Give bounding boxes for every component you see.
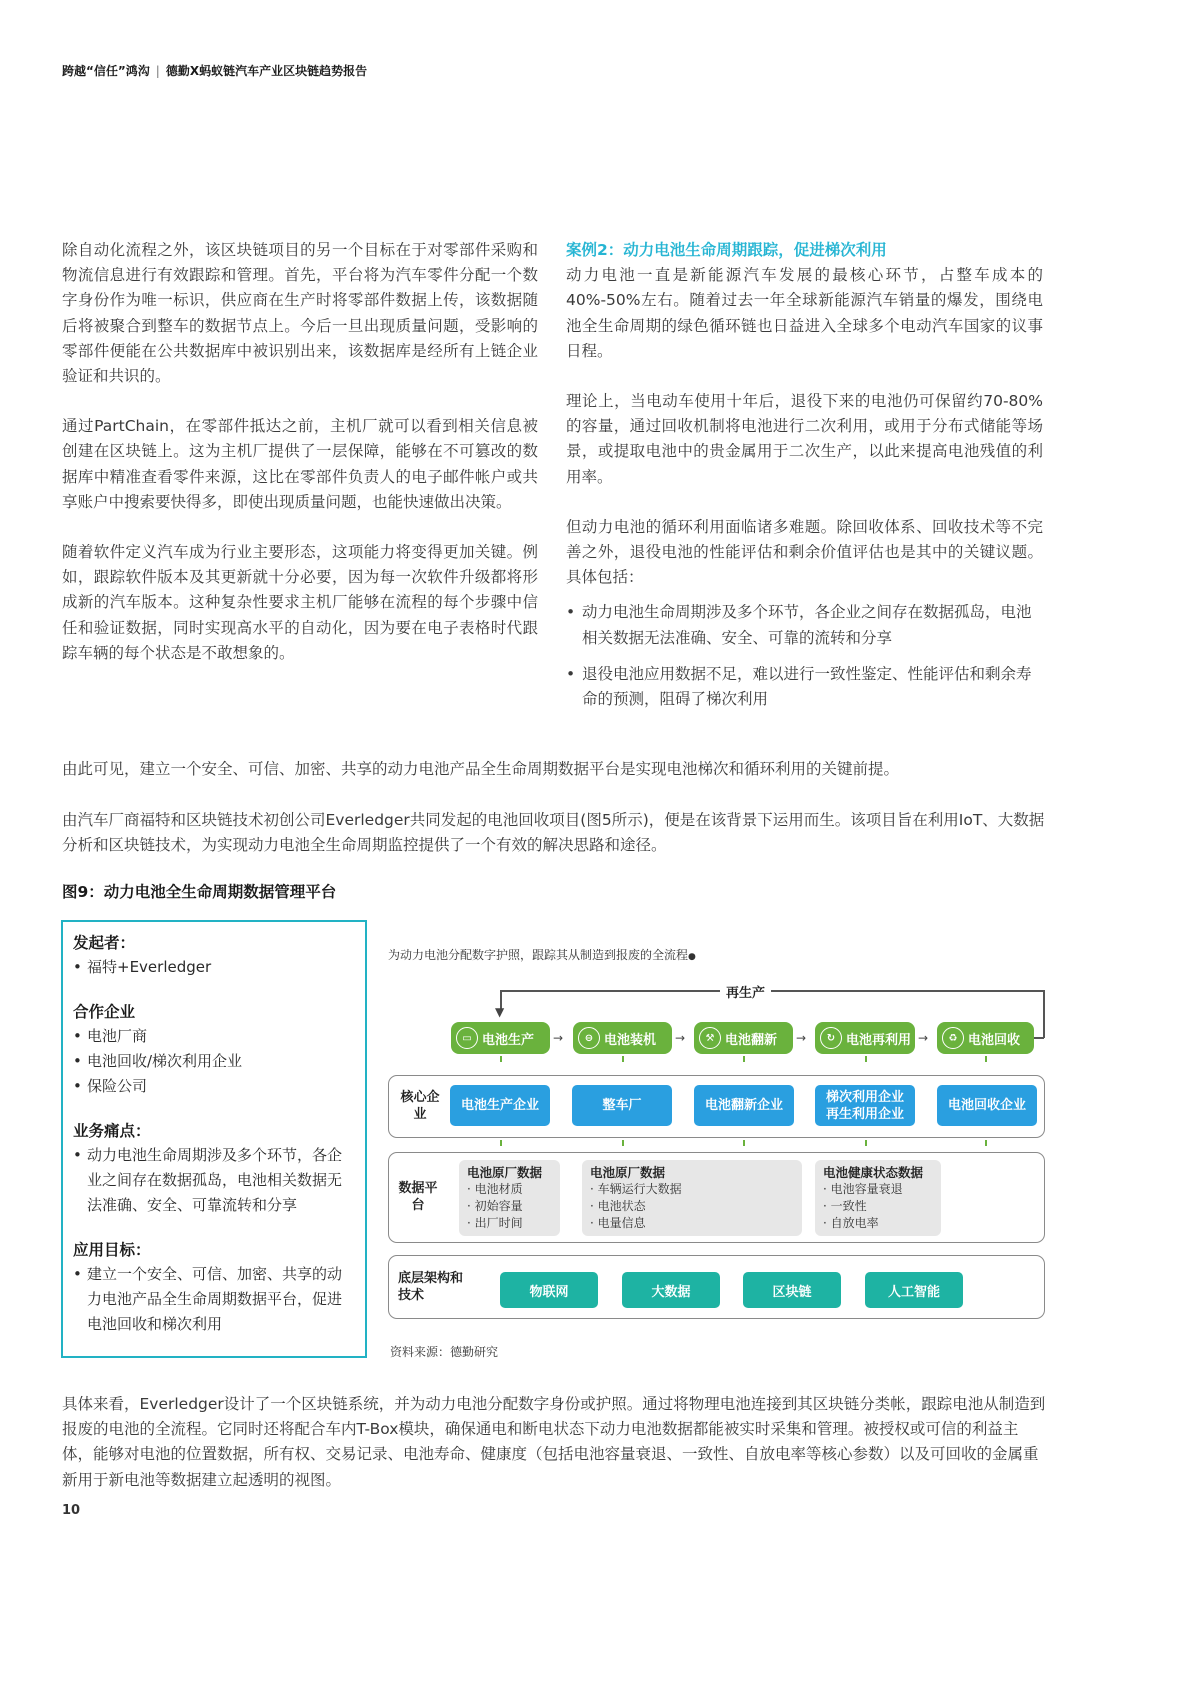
paragraph: 但动力电池的循环利用面临诸多难题。除回收体系、回收技术等不完善之外，退役电池的性能评估和剩余价值评估也是其中的关键议题。具体包括： bbox=[566, 517, 1043, 587]
core-refurbisher: 电池翻新企业 bbox=[694, 1085, 794, 1126]
data-item: · 电池状态 bbox=[590, 1199, 646, 1213]
pain-points-list bbox=[73, 1143, 355, 1218]
data-group-health bbox=[815, 1160, 941, 1236]
partners-label: 合作企业 bbox=[73, 1003, 136, 1021]
loop-line-right bbox=[1043, 990, 1045, 1038]
list-item: • 保险公司 bbox=[73, 1074, 355, 1099]
paragraph: 理论上，当电动车使用十年后，退役下来的电池仍可保留约70-80%的容量，通过回收机制将电池进行二次利用，或用于分布式储能等场景，或提取电池中的贵金属用于二次生产，以此来提高电池残值的利用率。 bbox=[566, 392, 1043, 486]
challenge-list bbox=[566, 600, 1043, 712]
list-item: • 福特+Everledger bbox=[73, 955, 355, 980]
step-battery-production: ▭ 电池生产 bbox=[451, 1022, 550, 1054]
data-group-title: 电池健康状态数据 bbox=[823, 1165, 924, 1180]
pain-points-label: 业务痛点： bbox=[73, 1122, 151, 1140]
arrow-down-icon: ▼ bbox=[495, 1005, 505, 1019]
step-battery-recycle: ♻ 电池回收 bbox=[937, 1022, 1034, 1054]
paragraph: 随着软件定义汽车成为行业主要形态，这项能力将变得更加关键。例如，跟踪软件版本及其更新就十分必要，因为每一次软件升级都将形成新的汽车版本。这种复杂性要求主机厂能够在流程的每个步骤中信任和验证数据，同时实现高水平的自动化，因为要在电子表格时代跟踪车辆的每个状态是不敢想象的。 bbox=[62, 543, 538, 662]
project-info-box bbox=[61, 920, 367, 1358]
connector bbox=[743, 1056, 745, 1062]
figure-title: 图9：动力电池全生命周期数据管理平台 bbox=[62, 883, 337, 901]
tech-iot: 物联网 bbox=[500, 1272, 598, 1308]
list-item: • 动力电池生命周期涉及多个环节，各企业之间存在数据孤岛，电池相关数据无法准确、安全、可靠流转和分享 bbox=[73, 1143, 355, 1218]
data-item: · 初始容量 bbox=[467, 1199, 523, 1213]
list-item: • 退役电池应用数据不足，难以进行一致性鉴定、性能评估和剩余寿命的预测，阻碍了梯次利用 bbox=[566, 662, 1043, 712]
data-item: · 车辆运行大数据 bbox=[590, 1182, 682, 1196]
connector bbox=[743, 1140, 745, 1146]
cycle-icon: ↻ bbox=[820, 1027, 842, 1049]
header-separator: | bbox=[155, 64, 160, 78]
step-battery-reuse: ↻ 电池再利用 bbox=[815, 1022, 915, 1054]
step-battery-install: ⊖ 电池装机 bbox=[573, 1022, 672, 1054]
core-reuse-companies: 梯次利用企业 再生利用企业 bbox=[815, 1085, 915, 1126]
paragraph: 通过PartChain，在零部件抵达之前，主机厂就可以看到相关信息被创建在区块链上。这为主机厂提供了一层保障，能够在不可篡改的数据库中精准查看零件来源，这比在零部件负责人的电子邮件帐户或共享账户中搜索要快得多，即使出现质量问题，也能快速做出决策。 bbox=[62, 417, 538, 511]
data-item: · 电池材质 bbox=[467, 1182, 523, 1196]
connector bbox=[500, 1140, 502, 1146]
report-subtitle: 德勤X蚂蚁链汽车产业区块链趋势报告 bbox=[165, 64, 368, 78]
recycle-icon: ♻ bbox=[942, 1027, 964, 1049]
case-title: 案例2：动力电池生命周期跟踪，促进梯次利用 bbox=[566, 241, 887, 259]
list-item: • 建立一个安全、可信、加密、共享的动力电池产品全生命周期数据平台，促进电池回收和梯次利用 bbox=[73, 1262, 355, 1337]
figure-source: 资料来源：德勤研究 bbox=[390, 1345, 499, 1359]
core-recycler: 电池回收企业 bbox=[937, 1085, 1037, 1126]
paragraph: 除自动化流程之外，该区块链项目的另一个目标在于对零部件采购和物流信息进行有效跟踪和管理。首先，平台将为汽车零件分配一个数字身份作为唯一标识，供应商在生产时将零部件数据上传，该数据随后将被聚合到整车的数据节点上。今后一旦出现质量问题，受影响的零部件便能在公共数据库中被识别出来，该数据库是经所有上链企业验证和共识的。 bbox=[62, 241, 538, 386]
arrow-right-icon: → bbox=[918, 1031, 929, 1045]
loop-label: 再生产 bbox=[720, 982, 771, 1001]
data-group-factory bbox=[459, 1160, 560, 1236]
step-battery-refurbish: ⚒ 电池翻新 bbox=[694, 1022, 793, 1054]
tech-blockchain: 区块链 bbox=[743, 1272, 841, 1308]
connector bbox=[500, 1056, 502, 1062]
tech-ai: 人工智能 bbox=[865, 1272, 963, 1308]
data-item: · 电池容量衰退 bbox=[823, 1182, 903, 1196]
data-platform-label: 数据平台 bbox=[398, 1181, 438, 1213]
connector bbox=[865, 1056, 867, 1062]
data-item: · 自放电率 bbox=[823, 1216, 879, 1230]
data-item: · 一致性 bbox=[823, 1199, 867, 1213]
left-column bbox=[62, 238, 538, 691]
page-number: 10 bbox=[62, 1503, 81, 1518]
running-header bbox=[62, 62, 367, 79]
loop-line-top bbox=[500, 990, 1044, 992]
list-item: • 动力电池生命周期涉及多个环节，各企业之间存在数据孤岛，电池相关数据无法准确、安全、可靠的流转和分享 bbox=[566, 600, 1043, 650]
right-column bbox=[566, 238, 1043, 723]
goal-label: 应用目标： bbox=[73, 1241, 151, 1259]
car-icon: ⊖ bbox=[578, 1027, 600, 1049]
core-battery-maker: 电池生产企业 bbox=[450, 1085, 550, 1126]
connector bbox=[865, 1140, 867, 1146]
paragraph: 由此可见，建立一个安全、可信、加密、共享的动力电池产品全生命周期数据平台是实现电池梯次和循环利用的关键前提。 bbox=[62, 760, 900, 778]
infrastructure-label: 底层架构和技术 bbox=[398, 1271, 464, 1303]
goal-list bbox=[73, 1262, 355, 1337]
diagram-subtitle: 为动力电池分配数字护照，跟踪其从制造到报废的全流程● bbox=[388, 948, 696, 962]
data-item: · 出厂时间 bbox=[467, 1216, 523, 1230]
core-automaker: 整车厂 bbox=[572, 1085, 672, 1126]
initiator-label: 发起者： bbox=[73, 934, 136, 952]
data-group-title: 电池原厂数据 bbox=[467, 1165, 543, 1180]
battery-icon: ▭ bbox=[456, 1027, 478, 1049]
connector bbox=[622, 1056, 624, 1062]
tech-big-data: 大数据 bbox=[622, 1272, 720, 1308]
data-group-vehicle bbox=[582, 1160, 802, 1236]
wrench-icon: ⚒ bbox=[699, 1027, 721, 1049]
list-item: • 电池厂商 bbox=[73, 1024, 355, 1049]
report-title: 跨越“信任”鸿沟 bbox=[62, 64, 150, 78]
data-item: · 电量信息 bbox=[590, 1216, 646, 1230]
connector bbox=[622, 1140, 624, 1146]
paragraph: 由汽车厂商福特和区块链技术初创公司Everledger共同发起的电池回收项目(图5所示)，便是在该背景下运用而生。该项目旨在利用IoT、大数据分析和区块链技术，为实现动力电池全生命周期监控提供了一个有效的解决思路和途径。 bbox=[62, 811, 1045, 855]
connector bbox=[985, 1056, 987, 1062]
arrow-right-icon: → bbox=[675, 1031, 686, 1045]
core-label: 核心企业 bbox=[400, 1090, 440, 1122]
paragraph: 动力电池一直是新能源汽车发展的最核心环节，占整车成本的40%-50%左右。随着过去一年全球新能源汽车销量的爆发，围绕电池全生命周期的绿色循环链也日益进入全球多个电动汽车国家的议事日程。 bbox=[566, 266, 1043, 360]
initiator-list bbox=[73, 955, 355, 980]
list-item: • 电池回收/梯次利用企业 bbox=[73, 1049, 355, 1074]
connector bbox=[985, 1140, 987, 1146]
data-group-title: 电池原厂数据 bbox=[590, 1165, 666, 1180]
partners-list bbox=[73, 1024, 355, 1099]
arrow-right-icon: → bbox=[796, 1031, 807, 1045]
paragraph: 具体来看，Everledger设计了一个区块链系统，并为动力电池分配数字身份或护照。通过将物理电池连接到其区块链分类帐，跟踪电池从制造到报废的电池的全流程。它同时还将配合车内T-Box模块，确保通电和断电状态下动力电池数据都能被实时采集和管理。被授权或可信的利益主体，能够对电池的位置数据，所有权、交易记录、电池寿命、健康度（包括电池容量衰退、一致性、自放电率等核心参数）以及可回收的金属重新用于新电池等数据建立起透明的视图。 bbox=[62, 1395, 1046, 1489]
arrow-right-icon: → bbox=[553, 1031, 564, 1045]
